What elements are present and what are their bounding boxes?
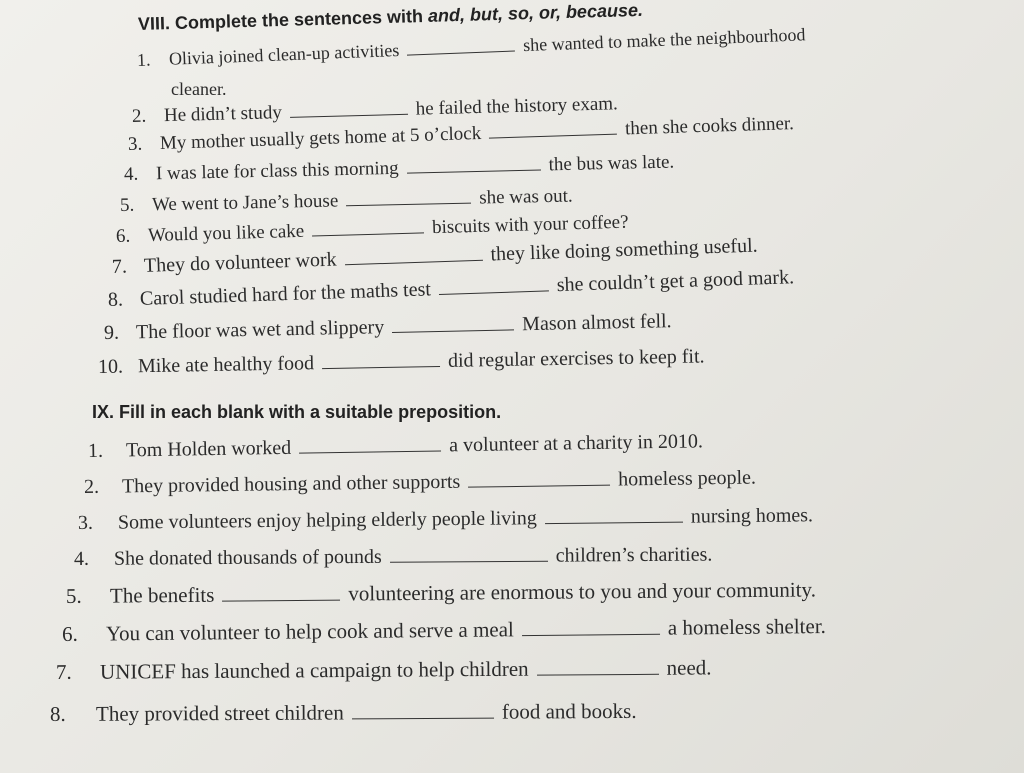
s8-item-3-before: My mother usually gets home at 5 o’clock <box>159 122 482 154</box>
s8-item-2-before: He didn’t study <box>163 102 283 127</box>
s8-item-5 <box>120 186 573 217</box>
s9-item-4-blank[interactable] <box>390 560 548 563</box>
s8-item-9 <box>104 310 672 345</box>
s9-item-7-blank[interactable] <box>537 673 659 676</box>
s8-item-8-before: Carol studied hard for the maths test <box>139 278 432 310</box>
s8-item-1-num: 1. <box>136 49 151 70</box>
s9-item-4 <box>74 544 713 571</box>
s8-item-10 <box>98 345 705 379</box>
s8-item-5-num: 5. <box>119 194 135 216</box>
s8-item-10-before: Mike ate healthy food <box>137 352 315 378</box>
s8-item-9-num: 9. <box>103 321 120 344</box>
s9-item-4-before: She donated thousands of pounds <box>113 545 382 570</box>
s8-item-2-blank[interactable] <box>290 113 408 118</box>
s9-item-6-num: 6. <box>61 621 78 646</box>
s8-item-3-after: then she cooks dinner. <box>624 113 795 140</box>
s9-item-3-before: Some volunteers enjoy helping elderly people living <box>117 507 537 534</box>
s9-item-5-after: volunteering are enormous to you and your community. <box>348 577 816 606</box>
s8-item-3-blank[interactable] <box>489 133 617 139</box>
s9-item-1-before: Tom Holden worked <box>125 436 292 462</box>
s8-item-8-blank[interactable] <box>439 289 549 295</box>
s8-item-5-before: We went to Jane’s house <box>151 190 339 216</box>
s9-item-2-before: They provided housing and other supports <box>121 470 461 498</box>
s9-item-8-before: They provided street children <box>95 700 344 726</box>
s9-item-6-before: You can volunteer to help cook and serve a meal <box>105 617 514 646</box>
s9-item-6-after: a homeless shelter. <box>667 614 826 640</box>
s9-item-2-blank[interactable] <box>468 484 610 488</box>
s9-item-6-blank[interactable] <box>522 633 660 636</box>
s8-item-7-num: 7. <box>111 255 128 278</box>
section8-title: VIII. Complete the sentences with <box>137 5 429 34</box>
s8-item-5-blank[interactable] <box>346 202 471 207</box>
s9-item-2 <box>84 467 756 499</box>
section9-heading <box>92 402 501 423</box>
s9-item-5-num: 5. <box>65 583 82 608</box>
s8-item-9-blank[interactable] <box>392 328 514 333</box>
s8-item-4-before: I was late for class this morning <box>155 157 399 185</box>
s9-item-4-after: children’s charities. <box>555 543 713 567</box>
s8-item-10-num: 10. <box>97 355 124 378</box>
s9-item-7 <box>56 655 712 685</box>
s9-item-7-before: UNICEF has launched a campaign to help children <box>99 656 529 684</box>
s8-item-1-after: she wanted to make the neighbourhood <box>522 24 806 56</box>
s8-item-9-after: Mason almost fell. <box>521 310 672 336</box>
s9-item-7-num: 7. <box>55 659 72 684</box>
s8-item-4 <box>124 152 675 186</box>
s8-item-7-before: They do volunteer work <box>143 248 337 277</box>
s9-item-3-num: 3. <box>77 511 94 534</box>
s8-item-6-after: biscuits with your coffee? <box>431 211 629 239</box>
s8-item-7-after: they like doing something useful. <box>490 234 758 266</box>
s9-item-6 <box>62 614 826 647</box>
s8-item-8-after: she couldn’t get a good mark. <box>556 266 795 297</box>
s8-item-4-blank[interactable] <box>407 169 541 174</box>
s9-item-3-after: nursing homes. <box>690 504 814 528</box>
section9-title: IX. Fill in each blank with a suitable preposition. <box>92 402 502 422</box>
section8-heading <box>138 0 644 35</box>
s9-item-8 <box>50 699 637 727</box>
s8-item-1-cont <box>171 79 226 100</box>
s8-item-1-before: Olivia joined clean-up activities <box>168 39 400 69</box>
s9-item-8-blank[interactable] <box>352 717 494 720</box>
s8-item-10-blank[interactable] <box>322 365 440 369</box>
s8-item-1-blank[interactable] <box>407 49 515 55</box>
s8-item-3-num: 3. <box>127 133 143 155</box>
s9-item-5 <box>66 577 816 609</box>
s8-item-6-blank[interactable] <box>312 231 424 236</box>
s9-item-2-num: 2. <box>83 475 100 498</box>
s9-item-3 <box>78 504 813 535</box>
s9-item-2-after: homeless people. <box>618 466 757 491</box>
s9-item-5-blank[interactable] <box>222 599 340 602</box>
s9-item-8-num: 8. <box>49 701 66 726</box>
s9-item-1 <box>88 430 703 463</box>
s8-item-10-after: did regular exercises to keep fit. <box>447 345 705 372</box>
s8-item-8-num: 8. <box>107 288 124 311</box>
s8-item-6-before: Would you like cake <box>147 220 305 247</box>
s9-item-3-blank[interactable] <box>545 521 683 524</box>
section8-title-words: and, but, so, or, because. <box>427 0 644 26</box>
s8-item-1-cont-text: cleaner. <box>171 79 227 99</box>
s8-item-2-num: 2. <box>131 105 147 127</box>
s8-item-5-after: she was out. <box>479 185 573 209</box>
s9-item-1-num: 1. <box>87 439 104 462</box>
s9-item-4-num: 4. <box>73 547 90 570</box>
s9-item-5-before: The benefits <box>109 582 215 608</box>
s8-item-4-after: the bus was late. <box>548 151 675 176</box>
s8-item-9-before: The floor was wet and slippery <box>135 316 385 344</box>
s8-item-2-after: he failed the history exam. <box>415 93 619 120</box>
s9-item-7-after: need. <box>666 655 712 680</box>
s9-item-1-after: a volunteer at a charity in 2010. <box>449 430 704 457</box>
s8-item-4-num: 4. <box>123 163 139 185</box>
s8-item-7-blank[interactable] <box>345 259 483 266</box>
s9-item-8-after: food and books. <box>501 698 637 724</box>
s9-item-1-blank[interactable] <box>299 449 441 453</box>
s8-item-6-num: 6. <box>115 225 131 247</box>
